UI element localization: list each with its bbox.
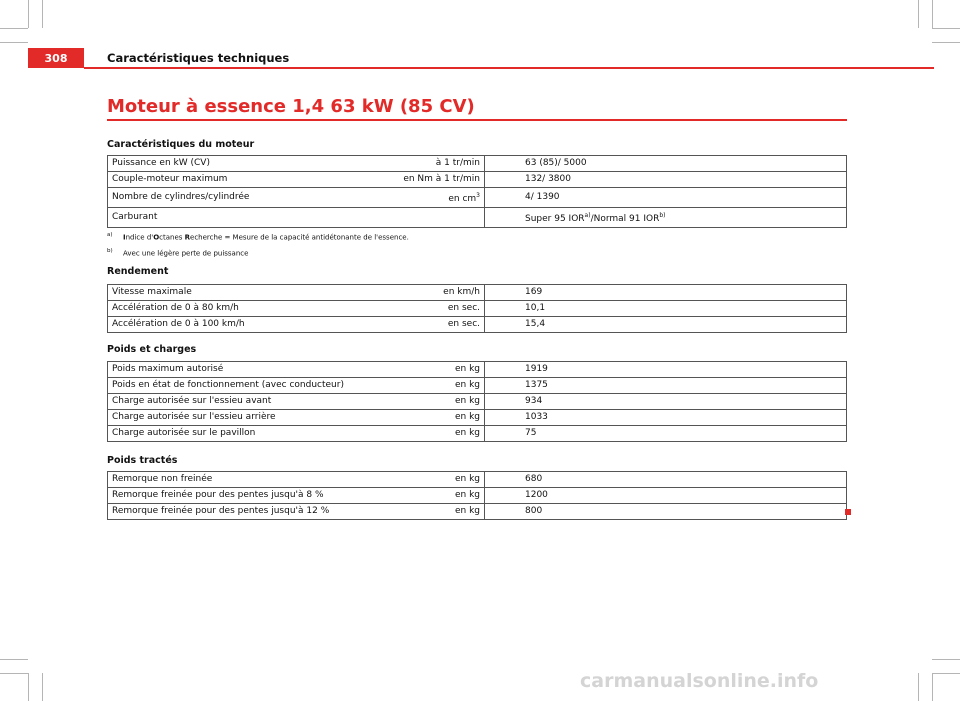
section-end-square-icon xyxy=(845,509,851,515)
row-unit: en kg xyxy=(388,394,485,410)
table-row xyxy=(108,317,847,333)
row-unit: en kg xyxy=(388,362,485,378)
row-value: 800 xyxy=(485,504,847,520)
crop-mark xyxy=(918,673,919,701)
row-value: 1919 xyxy=(485,362,847,378)
row-value: 934 xyxy=(485,394,847,410)
table-row xyxy=(108,504,847,520)
row-unit: en kg xyxy=(388,410,485,426)
crop-mark xyxy=(932,659,960,660)
row-value: 15,4 xyxy=(485,317,847,333)
section-title-performance: Rendement xyxy=(107,266,169,277)
row-unit: en Nm à 1 tr/min xyxy=(388,172,485,188)
row-label: Vitesse maximale xyxy=(108,285,389,301)
table-row xyxy=(108,362,847,378)
row-label: Charge autorisée sur l'essieu arrière xyxy=(108,410,389,426)
table-row xyxy=(108,156,847,172)
towing-table xyxy=(107,471,847,520)
crop-mark xyxy=(28,673,29,701)
table-row xyxy=(108,394,847,410)
crop-mark xyxy=(932,42,960,43)
crop-mark xyxy=(0,28,28,29)
row-label: Charge autorisée sur l'essieu avant xyxy=(108,394,389,410)
crop-mark xyxy=(42,673,43,701)
row-value: 169 xyxy=(485,285,847,301)
row-unit: en kg xyxy=(388,488,485,504)
row-label: Remorque freinée pour des pentes jusqu'à 12 % xyxy=(108,504,389,520)
row-label: Accélération de 0 à 80 km/h xyxy=(108,301,389,317)
section-title-engine: Caractéristiques du moteur xyxy=(107,139,255,150)
table-row xyxy=(108,172,847,188)
crop-mark xyxy=(932,0,933,28)
table-row xyxy=(108,188,847,208)
table-row xyxy=(108,426,847,442)
title-divider xyxy=(107,119,847,121)
row-value: 1200 xyxy=(485,488,847,504)
table-row xyxy=(108,285,847,301)
row-unit xyxy=(388,208,485,228)
row-unit: en kg xyxy=(388,378,485,394)
row-label: Remorque freinée pour des pentes jusqu'à 8 % xyxy=(108,488,389,504)
engine-table xyxy=(107,155,847,228)
header-divider xyxy=(84,67,934,69)
table-row xyxy=(108,208,847,228)
row-unit: à 1 tr/min xyxy=(388,156,485,172)
row-label: Couple-moteur maximum xyxy=(108,172,389,188)
crop-mark xyxy=(932,28,960,29)
row-label: Nombre de cylindres/cylindrée xyxy=(108,188,389,208)
row-value: 75 xyxy=(485,426,847,442)
section-title-towing: Poids tractés xyxy=(107,455,178,466)
crop-mark xyxy=(28,0,29,28)
header-section-title: Caractéristiques techniques xyxy=(107,51,290,65)
row-value: 680 xyxy=(485,472,847,488)
row-value: 10,1 xyxy=(485,301,847,317)
row-value: 63 (85)/ 5000 xyxy=(485,156,847,172)
crop-mark xyxy=(0,42,28,43)
row-value: 132/ 3800 xyxy=(485,172,847,188)
row-unit: en kg xyxy=(388,504,485,520)
row-label: Carburant xyxy=(108,208,389,228)
row-unit: en sec. xyxy=(388,317,485,333)
row-label: Puissance en kW (CV) xyxy=(108,156,389,172)
row-label: Remorque non freinée xyxy=(108,472,389,488)
footnote-ref-b: b) xyxy=(659,212,666,219)
footnotes xyxy=(107,228,409,261)
row-value: 1375 xyxy=(485,378,847,394)
watermark: carmanualsonline.info xyxy=(580,670,819,692)
footnote-a: $^{a)}$ Indice d'Octanes Recherche = Mesure de la capacité antidétonante de l'essence. xyxy=(107,232,409,242)
row-unit: en km/h xyxy=(388,285,485,301)
crop-mark xyxy=(0,659,28,660)
row-value: Super 95 IOR$^{a)}$/Normal 91 IOR$^{b)}$ xyxy=(485,208,847,228)
crop-mark xyxy=(932,673,933,701)
weights-table xyxy=(107,361,847,442)
table-row xyxy=(108,301,847,317)
row-label: Poids maximum autorisé xyxy=(108,362,389,378)
section-title-weights: Poids et charges xyxy=(107,344,197,355)
row-unit: en kg xyxy=(388,426,485,442)
page-title: Moteur à essence 1,4 63 kW (85 CV) xyxy=(107,96,475,117)
table-row xyxy=(108,410,847,426)
row-value: 1033 xyxy=(485,410,847,426)
row-label: Accélération de 0 à 100 km/h xyxy=(108,317,389,333)
table-row xyxy=(108,378,847,394)
footnote-b: $^{b)}$ Avec une légère perte de puissance xyxy=(107,248,249,258)
page-number: 308 xyxy=(28,48,84,68)
row-unit: en kg xyxy=(388,472,485,488)
row-unit: en sec. xyxy=(388,301,485,317)
crop-mark xyxy=(932,673,960,674)
footnote-ref-a: a) xyxy=(584,212,591,219)
row-label: Charge autorisée sur le pavillon xyxy=(108,426,389,442)
performance-table xyxy=(107,284,847,333)
row-label: Poids en état de fonctionnement (avec conducteur) xyxy=(108,378,389,394)
crop-mark xyxy=(0,673,28,674)
crop-mark xyxy=(918,0,919,28)
crop-mark xyxy=(42,0,43,28)
row-value: 4/ 1390 xyxy=(485,188,847,208)
table-row xyxy=(108,488,847,504)
table-row xyxy=(108,472,847,488)
row-unit: en $cm^3$ xyxy=(388,188,485,208)
